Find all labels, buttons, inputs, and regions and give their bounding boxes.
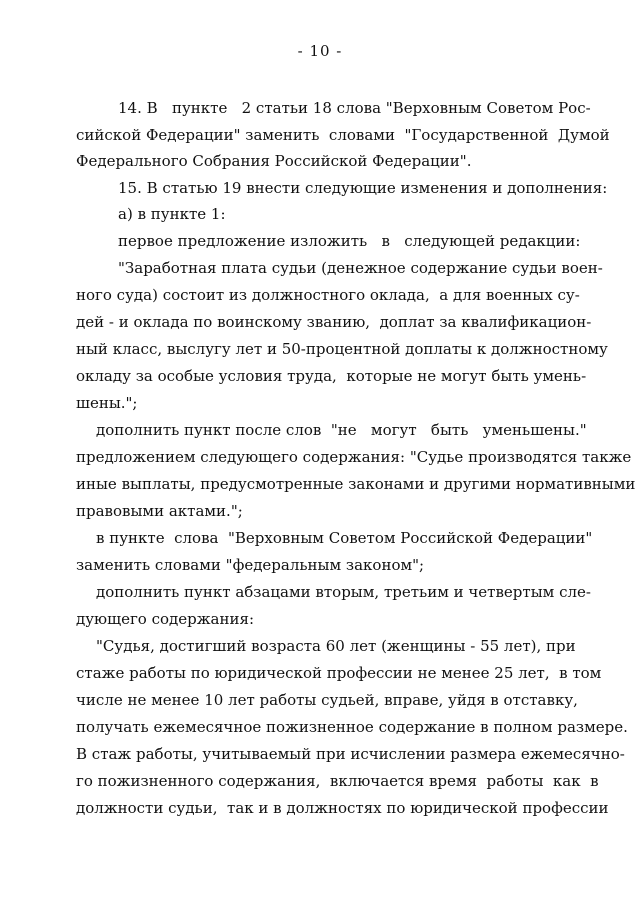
text-line: сийской Федерации" заменить словами "Государственной Думой [76,126,610,144]
text-line: В стаж работы, учитываемый при исчислении размера ежемесячно- [76,745,625,763]
text-line: дополнить пункт абзацами вторым, третьим и четвертым сле- [96,583,591,601]
text-line: дополнить пункт после слов "не могут быть уменьшены." [96,421,587,439]
text-line: Федерального Собрания Российской Федерации". [76,152,472,170]
text-line: "Судья, достигший возраста 60 лет (женщины - 55 лет), при [96,637,576,655]
text-line: 14. В пункте 2 статьи 18 слова "Верховным Советом Рос- [118,99,591,117]
text-line: шены."; [76,394,138,412]
text-line: заменить словами "федеральным законом"; [76,556,425,574]
text-line: дующего содержания: [76,610,255,628]
text-line: числе не менее 10 лет работы судьей, вправе, уйдя в отставку, [76,691,578,709]
text-line: получать ежемесячное пожизненное содержание в полном размере. [76,718,628,736]
text-line: первое предложение изложить в следующей редакции: [118,232,581,250]
text-line: "Заработная плата судьи (денежное содержание судьи воен- [118,259,603,277]
text-line: в пункте слова "Верховным Советом Российской Федерации" [96,529,593,547]
text-line: предложением следующего содержания: "Судье производятся также [76,448,632,466]
text-line: дей - и оклада по воинскому званию, доплат за квалификацион- [76,313,592,331]
text-line: го пожизненного содержания, включается время работы как в [76,772,599,790]
text-line: 15. В статью 19 внести следующие изменения и дополнения: [118,179,608,197]
text-line: должности судьи, так и в должностях по юридической профессии [76,799,609,817]
text-line: стаже работы по юридической профессии не менее 25 лет, в том [76,664,602,682]
text-line: а) в пункте 1: [118,205,226,223]
text-line: правовыми актами."; [76,502,243,520]
text-line: ный класс, выслугу лет и 50-процентной доплаты к должностному [76,340,608,358]
page-number: - 10 - [297,42,343,60]
text-line: ного суда) состоит из должностного оклада, а для военных су- [76,286,580,304]
text-line: окладу за особые условия труда, которые не могут быть умень- [76,367,587,385]
text-line: иные выплаты, предусмотренные законами и другими нормативными [76,475,636,493]
